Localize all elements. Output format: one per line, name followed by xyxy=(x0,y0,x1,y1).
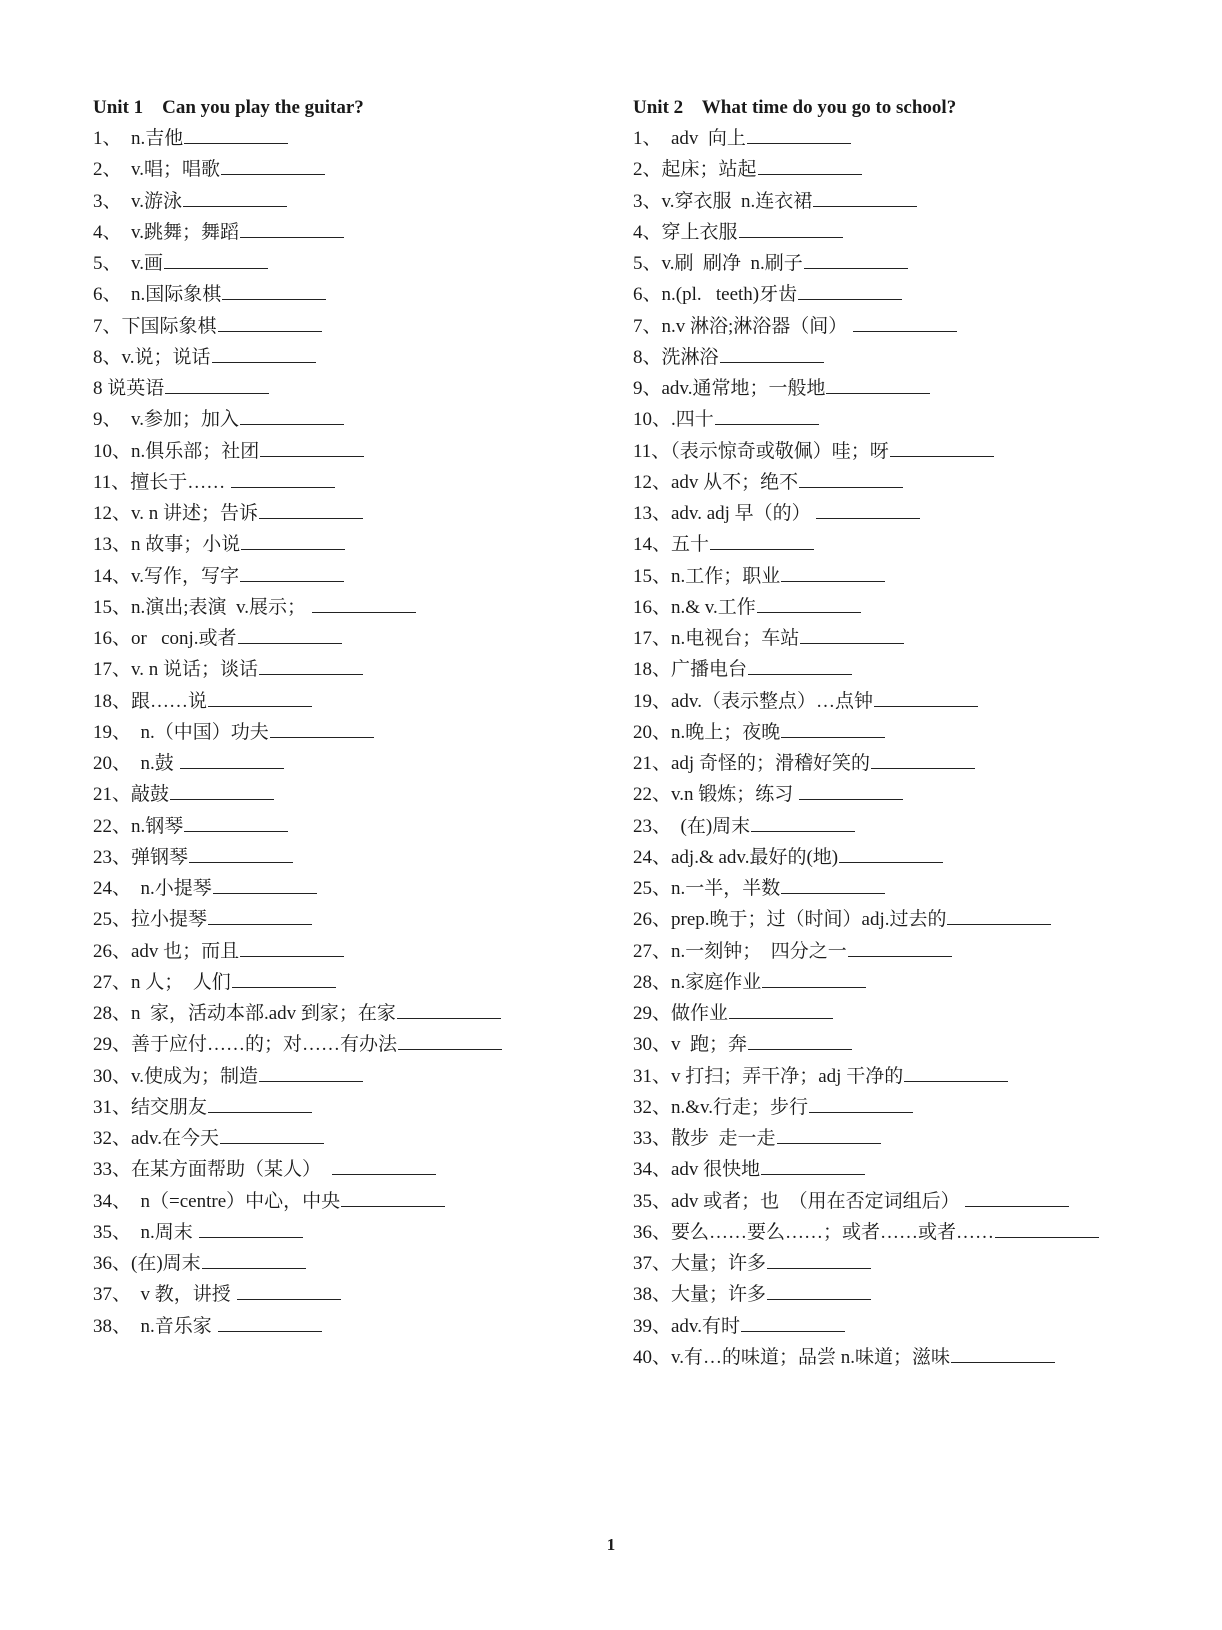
vocab-prompt: 18、广播电台 xyxy=(633,659,748,681)
answer-blank[interactable] xyxy=(995,1219,1099,1238)
vocab-item xyxy=(93,279,593,310)
answer-blank[interactable] xyxy=(165,375,269,394)
vocab-prompt: 29、善于应付……的；对……有办法 xyxy=(93,1034,398,1056)
vocab-item xyxy=(93,654,593,685)
vocab-item xyxy=(633,154,1193,185)
vocab-prompt: 11、（表示惊奇或敬佩）哇；呀 xyxy=(633,440,889,462)
vocab-prompt: 28、n.家庭作业 xyxy=(633,971,762,993)
vocab-prompt: 2、起床；站起 xyxy=(633,159,757,181)
vocab-item xyxy=(93,311,593,342)
vocab-item xyxy=(93,123,593,154)
vocab-prompt: 6、n.(pl. teeth)牙齿 xyxy=(633,284,798,306)
answer-blank[interactable] xyxy=(757,594,861,613)
answer-blank[interactable] xyxy=(220,1125,324,1144)
answer-blank[interactable] xyxy=(259,500,363,519)
vocab-item xyxy=(93,436,593,467)
vocab-item xyxy=(93,1061,593,1092)
answer-blank[interactable] xyxy=(184,125,288,144)
vocab-prompt: 9、 v.参加；加入 xyxy=(93,409,240,431)
vocab-item xyxy=(633,1279,1193,1310)
vocab-prompt: 15、n.演出;表演 v.展示； xyxy=(93,596,307,618)
answer-blank[interactable] xyxy=(259,1063,363,1082)
vocab-prompt: 27、n.一刻钟； 四分之一 xyxy=(633,940,847,962)
blank-gap xyxy=(793,784,798,805)
vocab-item xyxy=(93,1154,593,1185)
vocab-item xyxy=(93,217,593,248)
vocab-prompt: 13、n 故事；小说 xyxy=(93,534,241,556)
vocab-item xyxy=(633,748,1193,779)
vocab-prompt: 21、adj 奇怪的；滑稽好笑的 xyxy=(633,753,870,774)
vocab-prompt: 7、n.v 淋浴;淋浴器（间） xyxy=(633,315,848,337)
vocab-item xyxy=(93,936,593,967)
vocab-prompt: 10、n.俱乐部；社团 xyxy=(93,440,260,462)
vocab-item xyxy=(633,217,1193,248)
answer-blank[interactable] xyxy=(762,969,866,988)
vocab-prompt: 36、(在)周末 xyxy=(93,1253,201,1274)
vocab-item xyxy=(93,1092,593,1123)
answer-blank[interactable] xyxy=(839,844,943,863)
vocab-prompt: 19、adv.（表示整点）…点钟 xyxy=(633,690,873,712)
vocab-prompt: 23、 (在)周末 xyxy=(633,815,751,837)
blank-gap xyxy=(321,1159,331,1180)
vocab-prompt: 31、结交朋友 xyxy=(93,1096,208,1118)
vocab-item xyxy=(93,779,593,810)
answer-blank[interactable] xyxy=(871,750,975,769)
vocab-prompt: 25、拉小提琴 xyxy=(93,909,208,931)
vocab-prompt: 9、adv.通常地；一般地 xyxy=(633,378,826,399)
unit-2-title: Unit 2 What time do you go to school? xyxy=(633,97,957,118)
answer-blank[interactable] xyxy=(398,1031,502,1050)
vocab-item xyxy=(93,1248,593,1279)
vocab-prompt: 19、 n.（中国）功夫 xyxy=(93,721,269,743)
answer-blank[interactable] xyxy=(270,719,374,738)
vocab-item xyxy=(633,498,1193,529)
vocab-prompt: 18、跟……说 xyxy=(93,690,208,712)
answer-blank[interactable] xyxy=(231,469,335,488)
unit-1-column xyxy=(93,92,593,1342)
vocab-item xyxy=(633,686,1193,717)
answer-blank[interactable] xyxy=(170,781,274,800)
page-number: 1 xyxy=(606,1535,616,1554)
blank-gap xyxy=(193,1222,198,1243)
vocab-item xyxy=(93,686,593,717)
vocab-item xyxy=(93,1279,593,1310)
answer-blank[interactable] xyxy=(221,156,325,175)
vocab-item xyxy=(93,1123,593,1154)
vocab-item xyxy=(633,1154,1193,1185)
vocab-item xyxy=(633,1123,1193,1154)
answer-blank[interactable] xyxy=(813,188,917,207)
vocab-prompt: 35、adv 或者；也 （用在否定词组后） xyxy=(633,1190,960,1212)
answer-blank[interactable] xyxy=(237,1281,341,1300)
answer-blank[interactable] xyxy=(804,250,908,269)
answer-blank[interactable] xyxy=(238,625,342,644)
vocab-prompt: 20、 n.鼓 xyxy=(93,753,174,774)
vocab-prompt: 5、 v.画 xyxy=(93,253,164,274)
vocab-prompt: 1、 n.吉他 xyxy=(93,128,184,149)
vocab-prompt: 13、adv. adj 早（的） xyxy=(633,503,811,524)
vocab-item xyxy=(93,873,593,904)
vocab-prompt: 4、 v.跳舞；舞蹈 xyxy=(93,221,240,243)
vocab-prompt: 2、 v.唱；唱歌 xyxy=(93,159,221,181)
vocab-prompt: 16、or conj.或者 xyxy=(93,628,237,649)
vocab-item xyxy=(633,592,1193,623)
vocab-item xyxy=(93,342,593,373)
vocab-prompt: 8 说英语 xyxy=(93,378,165,399)
vocab-prompt: 14、五十 xyxy=(633,534,710,556)
vocab-item xyxy=(633,1342,1193,1373)
answer-blank[interactable] xyxy=(180,750,284,769)
vocab-prompt: 38、大量；许多 xyxy=(633,1284,767,1306)
vocab-prompt: 12、adv 从不；绝不 xyxy=(633,471,799,493)
answer-blank[interactable] xyxy=(767,1281,871,1300)
answer-blank[interactable] xyxy=(397,1000,501,1019)
vocab-item xyxy=(93,811,593,842)
answer-blank[interactable] xyxy=(947,906,1051,925)
vocab-item xyxy=(93,1217,593,1248)
answer-blank[interactable] xyxy=(767,1250,871,1269)
answer-blank[interactable] xyxy=(241,531,345,550)
answer-blank[interactable] xyxy=(741,1313,845,1332)
vocab-item xyxy=(93,1029,593,1060)
blank-gap xyxy=(960,1191,965,1212)
vocab-item xyxy=(93,904,593,935)
vocab-item xyxy=(93,404,593,435)
answer-blank[interactable] xyxy=(816,500,920,519)
vocab-prompt: 31、v 打扫；弄干净；adj 干净的 xyxy=(633,1065,904,1087)
vocab-prompt: 39、adv.有时 xyxy=(633,1315,740,1337)
answer-blank[interactable] xyxy=(202,1250,306,1269)
vocab-item xyxy=(633,936,1193,967)
vocab-prompt: 33、散步 走一走 xyxy=(633,1128,776,1149)
vocab-prompt: 27、n 人； 人们 xyxy=(93,971,231,993)
vocab-prompt: 36、要么……要么……；或者……或者…… xyxy=(633,1221,995,1243)
answer-blank[interactable] xyxy=(715,406,819,425)
vocab-prompt: 17、v. n 说话；谈话 xyxy=(93,659,259,681)
answer-blank[interactable] xyxy=(208,688,312,707)
vocab-prompt: 3、 v.游泳 xyxy=(93,190,183,212)
blank-gap xyxy=(225,472,230,493)
vocab-prompt: 8、v.说；说话 xyxy=(93,346,211,368)
vocab-prompt: 25、n.一半，半数 xyxy=(633,878,781,899)
vocab-prompt: 24、adj.& adv.最好的(地) xyxy=(633,846,839,868)
vocab-item xyxy=(93,748,593,779)
vocab-item xyxy=(633,529,1193,560)
vocab-item xyxy=(633,1029,1193,1060)
vocab-item xyxy=(633,1186,1193,1217)
vocab-prompt: 6、 n.国际象棋 xyxy=(93,284,222,306)
answer-blank[interactable] xyxy=(720,344,824,363)
vocab-prompt: 4、穿上衣服 xyxy=(633,221,738,243)
vocab-item xyxy=(633,904,1193,935)
blank-gap xyxy=(212,1316,217,1337)
answer-blank[interactable] xyxy=(777,1125,881,1144)
answer-blank[interactable] xyxy=(951,1344,1055,1363)
vocab-prompt: 32、n.&v.行走；步行 xyxy=(633,1096,809,1118)
vocab-item xyxy=(93,592,593,623)
vocab-item xyxy=(633,623,1193,654)
answer-blank[interactable] xyxy=(848,938,952,957)
answer-blank[interactable] xyxy=(799,469,903,488)
vocab-item xyxy=(633,654,1193,685)
answer-blank[interactable] xyxy=(874,688,978,707)
vocab-prompt: 22、v.n 锻炼；练习 xyxy=(633,784,794,806)
vocab-prompt: 35、 n.周末 xyxy=(93,1221,193,1243)
answer-blank[interactable] xyxy=(332,1156,436,1175)
vocab-prompt: 37、 v 教，讲授 xyxy=(93,1284,231,1306)
answer-blank[interactable] xyxy=(232,969,336,988)
vocab-item xyxy=(93,623,593,654)
vocab-item xyxy=(93,561,593,592)
answer-blank[interactable] xyxy=(240,406,344,425)
vocab-prompt: 12、v. n 讲述；告诉 xyxy=(93,503,259,524)
vocab-prompt: 40、v.有…的味道；品尝 n.味道；滋味 xyxy=(633,1346,951,1368)
vocab-prompt: 10、.四十 xyxy=(633,409,714,431)
answer-blank[interactable] xyxy=(213,875,317,894)
vocab-item xyxy=(633,123,1193,154)
vocab-item xyxy=(93,467,593,498)
vocab-item xyxy=(633,779,1193,810)
answer-blank[interactable] xyxy=(212,344,316,363)
answer-blank[interactable] xyxy=(218,313,322,332)
vocab-prompt: 11、擅长于…… xyxy=(93,471,226,493)
vocab-prompt: 34、adv 很快地 xyxy=(633,1159,761,1181)
answer-blank[interactable] xyxy=(800,625,904,644)
vocab-item xyxy=(93,717,593,748)
vocab-item xyxy=(633,1061,1193,1092)
answer-blank[interactable] xyxy=(826,375,930,394)
answer-blank[interactable] xyxy=(183,188,287,207)
vocab-item xyxy=(633,467,1193,498)
answer-blank[interactable] xyxy=(312,594,416,613)
answer-blank[interactable] xyxy=(208,906,312,925)
vocab-item xyxy=(633,1217,1193,1248)
blank-gap xyxy=(811,503,816,524)
vocab-item xyxy=(633,373,1193,404)
vocab-item xyxy=(633,561,1193,592)
vocab-item xyxy=(93,1186,593,1217)
vocab-prompt: 28、n 家，活动本部.adv 到家；在家 xyxy=(93,1003,396,1024)
answer-blank[interactable] xyxy=(184,813,288,832)
answer-blank[interactable] xyxy=(240,219,344,238)
answer-blank[interactable] xyxy=(259,656,363,675)
vocab-item xyxy=(633,1311,1193,1342)
answer-blank[interactable] xyxy=(747,125,851,144)
vocab-item xyxy=(633,311,1193,342)
answer-blank[interactable] xyxy=(799,781,903,800)
vocab-prompt: 14、v.写作，写字 xyxy=(93,565,240,587)
answer-blank[interactable] xyxy=(751,813,855,832)
answer-blank[interactable] xyxy=(189,844,293,863)
vocab-item xyxy=(633,186,1193,217)
vocab-prompt: 26、prep.晚于；过（时间）adj.过去的 xyxy=(633,909,947,931)
vocab-item xyxy=(633,1248,1193,1279)
answer-blank[interactable] xyxy=(748,656,852,675)
answer-blank[interactable] xyxy=(781,719,885,738)
vocab-prompt: 8、洗淋浴 xyxy=(633,346,719,368)
answer-blank[interactable] xyxy=(341,1188,445,1207)
unit-1-title: Unit 1 Can you play the guitar? xyxy=(93,97,364,118)
answer-blank[interactable] xyxy=(853,313,957,332)
answer-blank[interactable] xyxy=(758,156,862,175)
blank-gap xyxy=(306,597,311,618)
answer-blank[interactable] xyxy=(208,1094,312,1113)
vocab-item xyxy=(633,873,1193,904)
vocab-item xyxy=(633,717,1193,748)
vocab-prompt: 20、n.晚上；夜晚 xyxy=(633,721,781,743)
vocab-item xyxy=(93,998,593,1029)
vocab-prompt: 26、adv 也；而且 xyxy=(93,940,240,962)
answer-blank[interactable] xyxy=(761,1156,865,1175)
answer-blank[interactable] xyxy=(199,1219,303,1238)
answer-blank[interactable] xyxy=(240,938,344,957)
vocab-prompt: 17、n.电视台；车站 xyxy=(633,628,800,649)
vocab-item xyxy=(93,498,593,529)
answer-blank[interactable] xyxy=(781,563,885,582)
vocab-item xyxy=(633,998,1193,1029)
vocab-item xyxy=(93,186,593,217)
vocab-item xyxy=(633,967,1193,998)
vocab-prompt: 33、在某方面帮助（某人） xyxy=(93,1159,322,1181)
vocab-prompt: 21、敲鼓 xyxy=(93,784,170,806)
vocab-prompt: 38、 n.音乐家 xyxy=(93,1315,212,1337)
vocab-prompt: 16、n.& v.工作 xyxy=(633,596,756,618)
answer-blank[interactable] xyxy=(218,1313,322,1332)
vocab-prompt: 1、 adv 向上 xyxy=(633,128,746,149)
vocab-item xyxy=(93,1311,593,1342)
answer-blank[interactable] xyxy=(965,1188,1069,1207)
vocab-item xyxy=(633,248,1193,279)
vocab-item xyxy=(93,154,593,185)
answer-blank[interactable] xyxy=(240,563,344,582)
blank-gap xyxy=(847,316,852,337)
answer-blank[interactable] xyxy=(710,531,814,550)
vocab-prompt: 30、v 跑；奔 xyxy=(633,1034,748,1056)
vocab-item xyxy=(93,842,593,873)
vocab-prompt: 34、 n（=centre）中心，中央 xyxy=(93,1190,341,1212)
vocab-prompt: 32、adv.在今天 xyxy=(93,1128,219,1149)
vocab-prompt: 22、n.钢琴 xyxy=(93,815,184,837)
vocab-item xyxy=(93,373,593,404)
vocab-item xyxy=(633,436,1193,467)
vocab-prompt: 23、弹钢琴 xyxy=(93,846,189,868)
vocab-item xyxy=(633,342,1193,373)
answer-blank[interactable] xyxy=(164,250,268,269)
blank-gap xyxy=(231,1284,236,1305)
vocab-prompt: 24、 n.小提琴 xyxy=(93,878,212,899)
vocab-prompt: 5、v.刷 刷净 n.刷子 xyxy=(633,253,803,274)
vocab-prompt: 15、n.工作；职业 xyxy=(633,565,781,587)
answer-blank[interactable] xyxy=(222,281,326,300)
answer-blank[interactable] xyxy=(729,1000,833,1019)
vocab-item xyxy=(93,529,593,560)
answer-blank[interactable] xyxy=(798,281,902,300)
vocab-prompt: 29、做作业 xyxy=(633,1003,729,1024)
answer-blank[interactable] xyxy=(260,438,364,457)
answer-blank[interactable] xyxy=(781,875,885,894)
vocab-prompt: 30、v.使成为；制造 xyxy=(93,1065,259,1087)
vocab-item xyxy=(633,811,1193,842)
answer-blank[interactable] xyxy=(904,1063,1008,1082)
vocab-item xyxy=(93,248,593,279)
vocab-prompt: 37、大量；许多 xyxy=(633,1253,767,1274)
vocab-item xyxy=(93,967,593,998)
unit-2-column xyxy=(633,92,1193,1373)
vocab-prompt: 7、下国际象棋 xyxy=(93,315,217,337)
vocab-item xyxy=(633,279,1193,310)
vocab-item xyxy=(633,842,1193,873)
vocab-item xyxy=(633,1092,1193,1123)
blank-gap xyxy=(174,753,179,774)
vocab-prompt: 3、v.穿衣服 n.连衣裙 xyxy=(633,190,813,212)
answer-blank[interactable] xyxy=(748,1031,852,1050)
answer-blank[interactable] xyxy=(809,1094,913,1113)
vocab-item xyxy=(633,404,1193,435)
answer-blank[interactable] xyxy=(739,219,843,238)
answer-blank[interactable] xyxy=(890,438,994,457)
